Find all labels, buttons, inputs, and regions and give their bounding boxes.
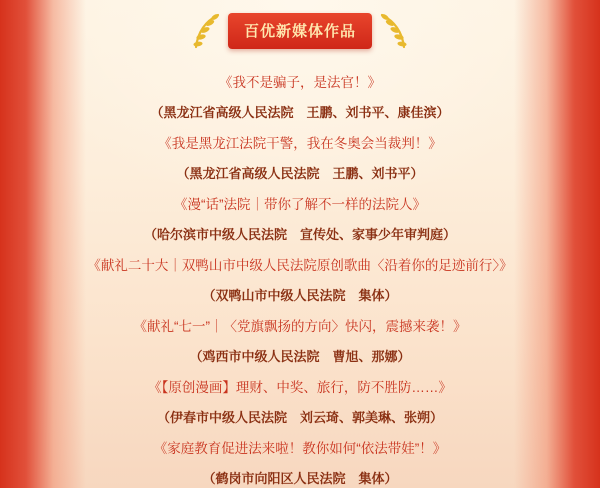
- work-credit: （鹤岗市向阳区人民法院 集体）: [202, 471, 398, 486]
- work-credit: （黑龙江省高级人民法院 王鹏、刘书平）: [176, 166, 424, 181]
- list-item: [70, 434, 530, 493]
- list-item: [70, 129, 530, 188]
- work-title: 《我是黑龙江法院干警，我在冬奥会当裁判！》: [158, 136, 442, 151]
- poster-title-badge: 百优新媒体作品: [228, 13, 372, 49]
- work-title: 《【原创漫画】理财、中奖、旅行，防不胜防……》: [148, 380, 452, 395]
- list-item: [70, 68, 530, 127]
- work-title: 《我不是骗子，是法官！》: [219, 75, 381, 90]
- work-credit: （黑龙江省高级人民法院 王鹏、刘书平、康佳滨）: [150, 105, 450, 120]
- work-title: 《献礼二十大｜双鸭山市中级人民法院原创歌曲〈沿着你的足迹前行〉》: [87, 258, 513, 273]
- list-item: [70, 373, 530, 432]
- poster-header: [0, 0, 600, 62]
- award-entry-list: [0, 62, 600, 493]
- wheat-ear-icon: [378, 9, 412, 53]
- work-title: 《献礼“七一”｜〈党旗飘扬的方向〉快闪，震撼来袭！》: [133, 319, 467, 334]
- wheat-ear-icon: [188, 9, 222, 53]
- work-credit: （鸡西市中级人民法院 曹旭、那娜）: [189, 349, 411, 364]
- work-credit: （哈尔滨市中级人民法院 宣传处、家事少年审判庭）: [143, 227, 456, 242]
- work-title: 《漫“话”法院｜带你了解不一样的法院人》: [174, 197, 426, 212]
- work-credit: （双鸭山市中级人民法院 集体）: [202, 288, 398, 303]
- work-title: 《家庭教育促进法来啦！教你如何“依法带娃”！》: [153, 441, 447, 456]
- list-item: [70, 251, 530, 310]
- list-item: [70, 312, 530, 371]
- list-item: [70, 190, 530, 249]
- work-credit: （伊春市中级人民法院 刘云琦、郭美琳、张朔）: [156, 410, 443, 425]
